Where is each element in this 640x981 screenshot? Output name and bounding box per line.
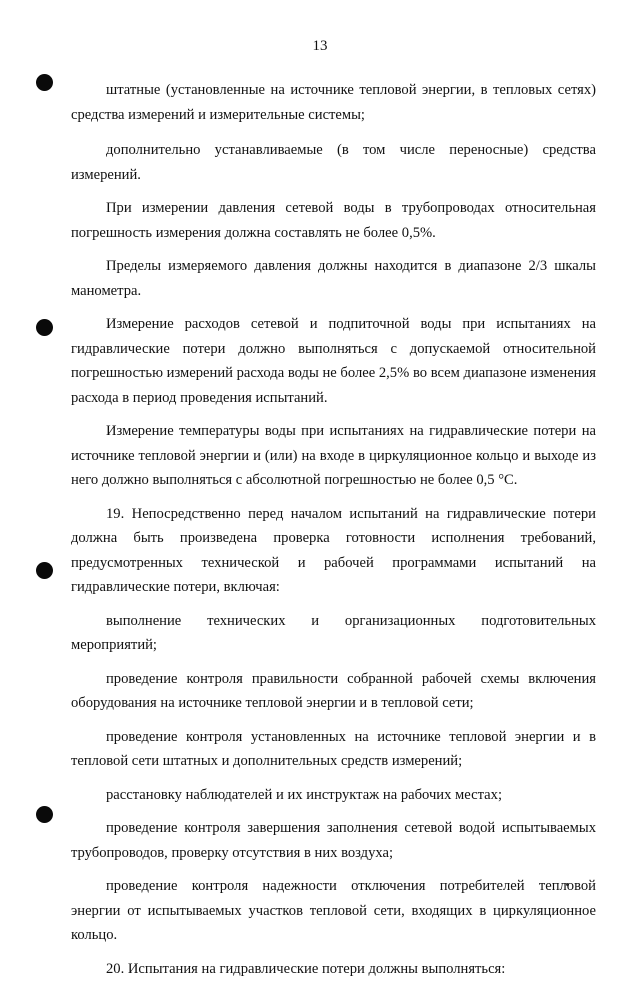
paragraph: проведение контроля завершения заполнения сетевой водой испытываемых трубопроводов, проверку отсутствия в них воздуха;	[71, 816, 596, 865]
paragraph: 20. Испытания на гидравлические потери должны выполняться:	[71, 957, 596, 981]
binder-hole-mark	[36, 806, 53, 823]
page-number: 13	[0, 38, 640, 55]
paragraph: штатные (установленные на источнике тепловой энергии, в тепловых сетях) средства измерений и измерительные системы;	[71, 78, 596, 127]
paragraph: выполнение технических и организационных подготовительных мероприятий;	[71, 609, 596, 658]
paragraph: Пределы измеряемого давления должны находится в диапазоне 2/3 шкалы манометра.	[71, 254, 596, 303]
paragraph: Измерение температуры воды при испытаниях на гидравлические потери на источнике тепловой энергии и (или) на входе в циркуляционное кольцо и выходе из него должно выполняться с абсолютной погрешностью не более 0,5 °С.	[71, 419, 596, 493]
paragraph: проведение контроля установленных на источнике тепловой энергии и в тепловой сети штатных и дополнительных средств измерений;	[71, 725, 596, 774]
binder-hole-mark	[36, 319, 53, 336]
binder-hole-mark	[36, 562, 53, 579]
paragraph: При измерении давления сетевой воды в трубопроводах относительная погрешность измерения должна составлять не более 0,5%.	[71, 196, 596, 245]
paragraph: Измерение расходов сетевой и подпиточной воды при испытаниях на гидравлические потери должно выполняться с допускаемой относительной погрешностью измерений расхода воды не более 2,5% во всем диапазоне изменения расхода в период проведения испытаний.	[71, 312, 596, 410]
binder-hole-mark	[36, 74, 53, 91]
paragraph: 19. Непосредственно перед началом испытаний на гидравлические потери должна быть произведена проверка готовности исполнения требований, предусмотренных технической и рабочей программами испытаний на гидравлические потери, включая:	[71, 502, 596, 600]
paragraph: проведение контроля правильности собранной рабочей схемы включения оборудования на источнике тепловой энергии и в тепловой сети;	[71, 667, 596, 716]
paragraph: расстановку наблюдателей и их инструктаж на рабочих местах;	[71, 783, 596, 808]
document-body	[71, 78, 596, 981]
paragraph: проведение контроля надежности отключения потребителей тепловой энергии от испытываемых участков тепловой сети, входящих в циркуляционное кольцо.	[71, 874, 596, 948]
paragraph: дополнительно устанавливаемые (в том числе переносные) средства измерений.	[71, 138, 596, 187]
